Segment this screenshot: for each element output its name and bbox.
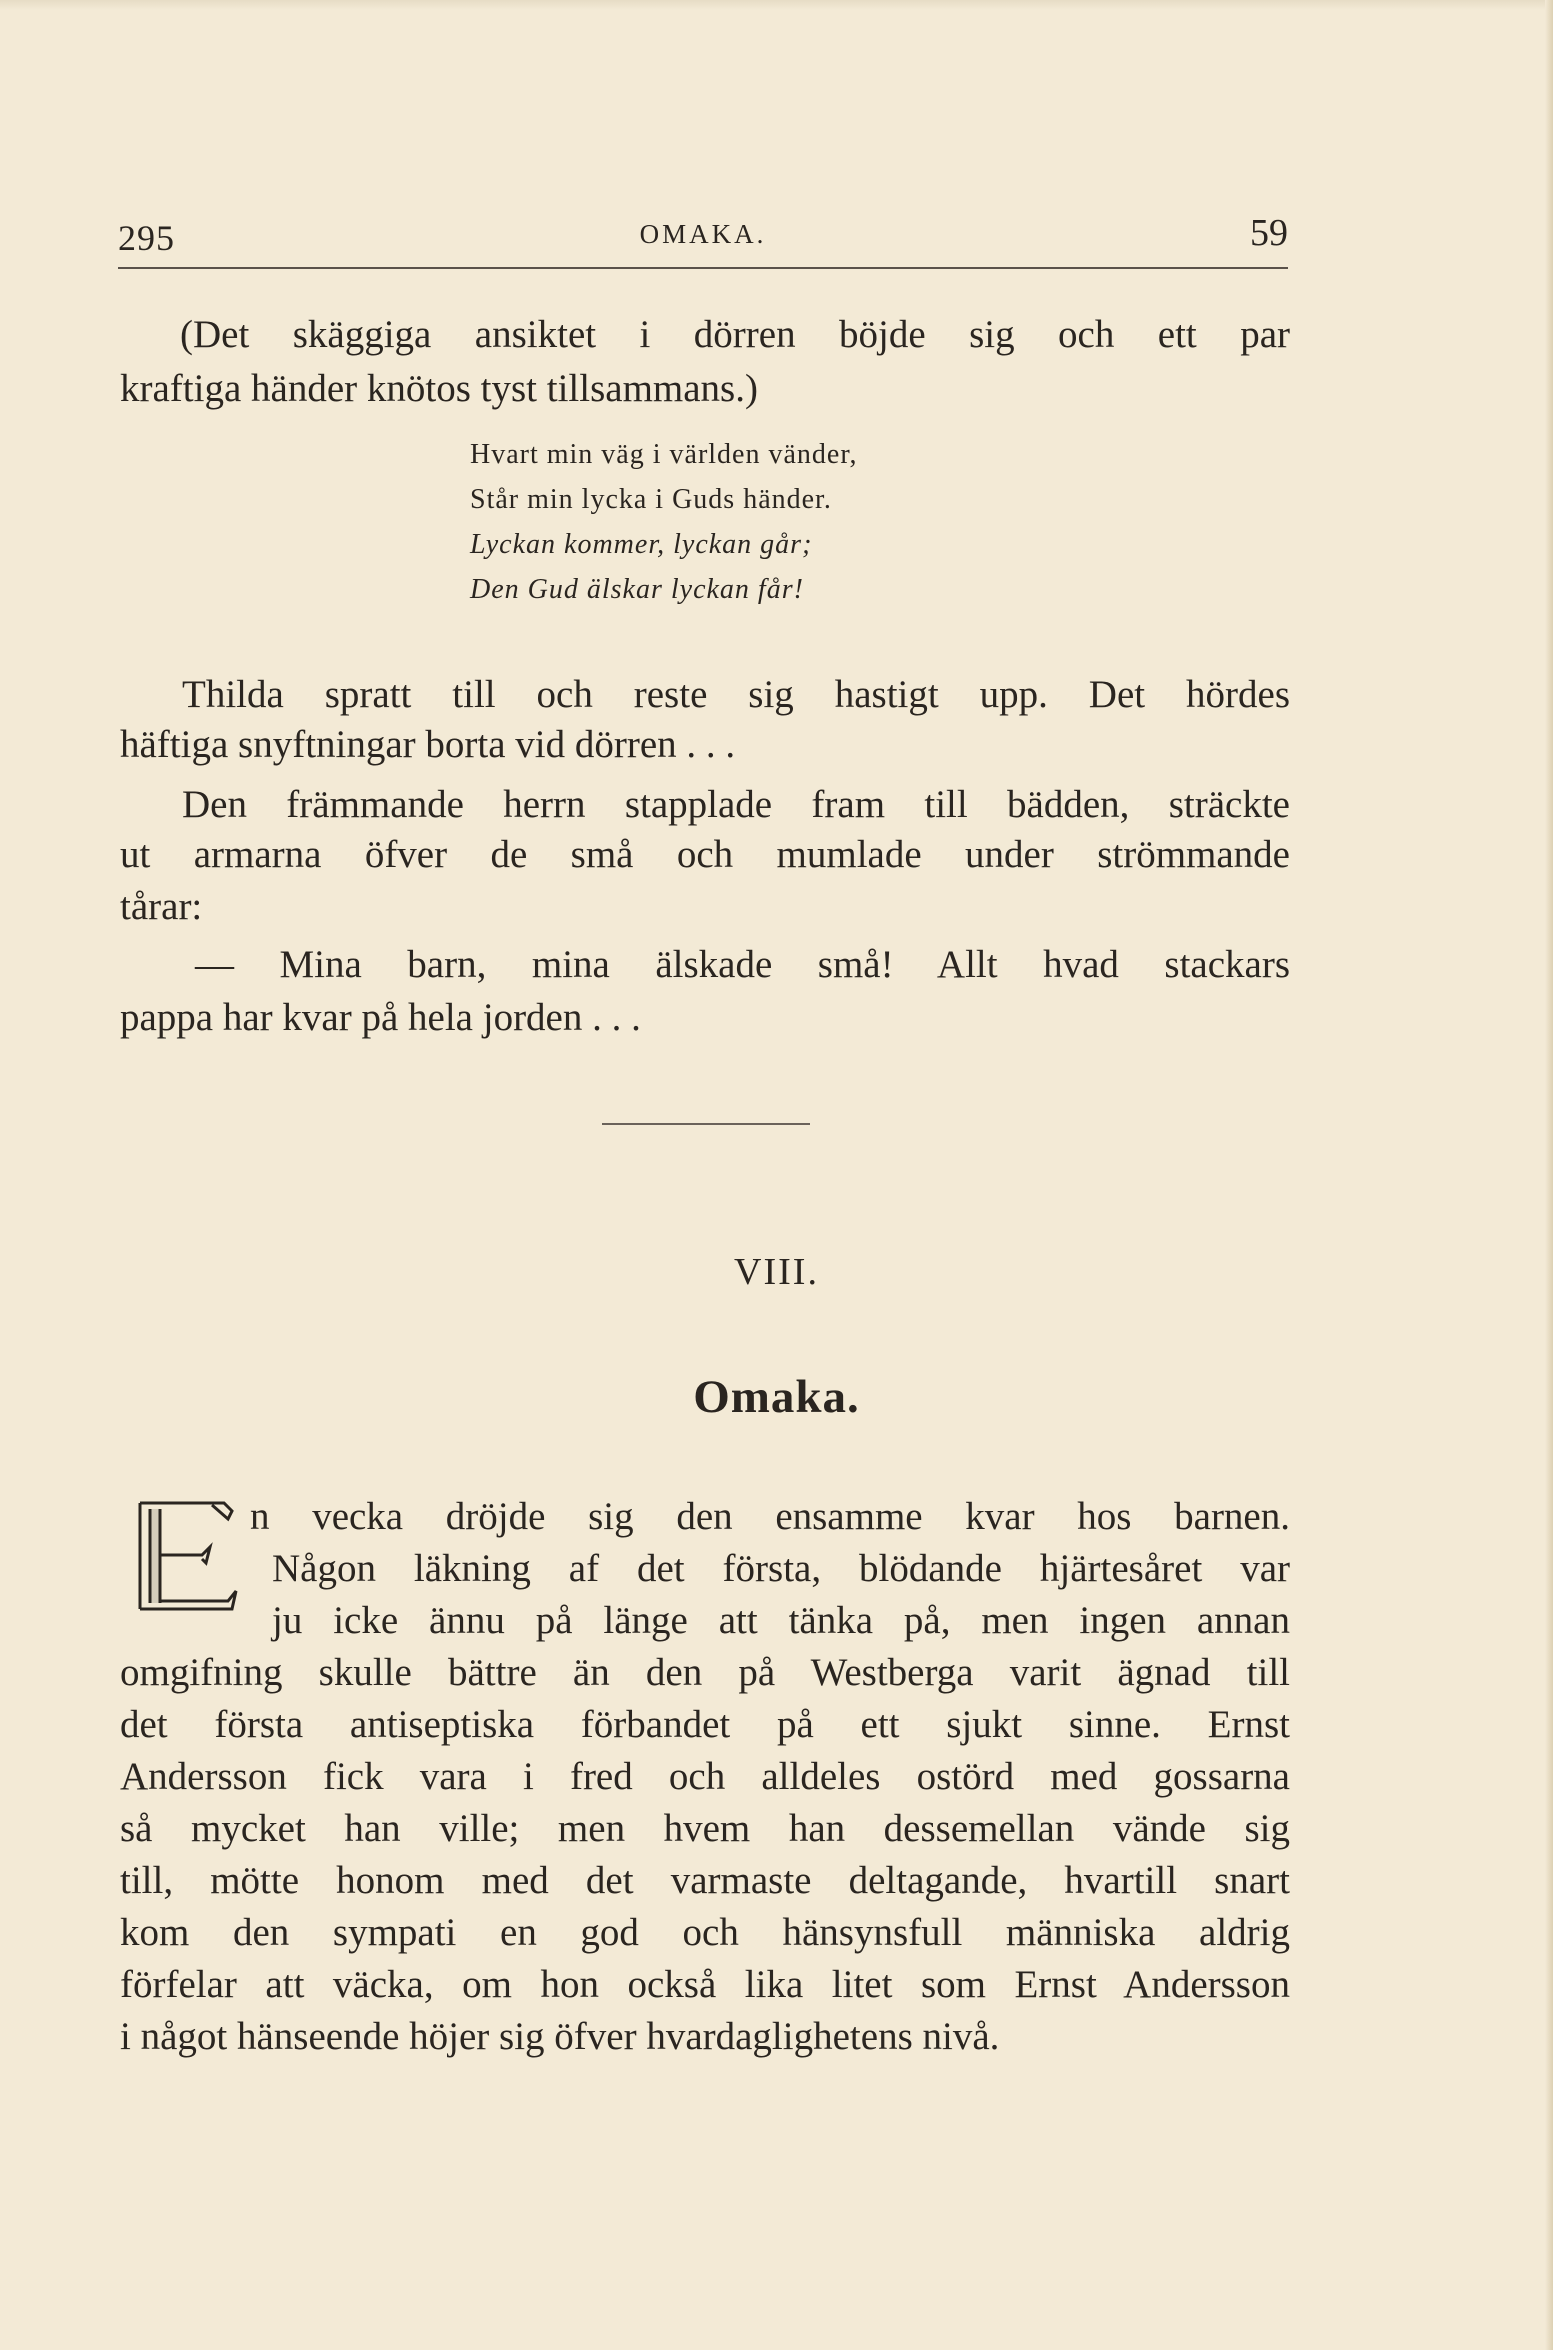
poem [470, 432, 858, 612]
poem-line: Hvart min väg i världen vänder, [470, 439, 858, 470]
chapter-number: VIII. [734, 1251, 819, 1293]
section-divider [602, 1123, 810, 1125]
text-line: ju icke ännu på länge att tänka på, men ingen annan [272, 1599, 1290, 1642]
text-line: n vecka dröjde sig den ensamme kvar hos barnen. [250, 1495, 1290, 1538]
text-line: det första antiseptiska förbandet på ett sjukt sinne. Ernst [120, 1703, 1290, 1746]
signature-mark: 295 [118, 218, 175, 258]
chapter-title: Omaka. [693, 1371, 860, 1423]
page-number: 59 [1250, 212, 1288, 254]
text-line: tårar: [120, 885, 203, 928]
poem-line: Lyckan kommer, lyckan går; [470, 529, 813, 560]
text-line: Någon läkning af det första, blödande hjärtesåret var [272, 1547, 1290, 1590]
running-header [118, 205, 1288, 265]
page-edge-top [0, 0, 1553, 10]
text-line: till, mötte honom med det varmaste deltagande, hvartill snart [120, 1859, 1290, 1902]
page-edge-right [1545, 0, 1553, 2350]
text-line: så mycket han ville; men hvem han dessemellan vände sig [120, 1807, 1290, 1850]
text-line: ut armarna öfver de små och mumlade under strömmande [120, 833, 1290, 876]
header-rule [118, 267, 1288, 269]
text-line: häftiga snyftningar borta vid dörren . . . [120, 723, 736, 766]
text-line: kraftiga händer knötos tyst tillsammans.) [120, 367, 758, 410]
svg-text:E: E [183, 1561, 191, 1572]
drop-cap-e-icon [132, 1497, 242, 1615]
poem-line: Den Gud älskar lyckan får! [470, 574, 804, 605]
poem-line: Står min lycka i Guds händer. [470, 484, 832, 515]
text-line: förfelar att väcka, om hon också lika litet som Ernst Andersson [120, 1963, 1290, 2006]
text-line: omgifning skulle bättre än den på Westberga varit ägnad till [120, 1651, 1290, 1694]
text-line: (Det skäggiga ansiktet i dörren böjde sig och ett par [180, 313, 1290, 356]
text-line: kom den sympati en god och hänsynsfull människa aldrig [120, 1911, 1290, 1954]
text-line: pappa har kvar på hela jorden . . . [120, 996, 641, 1039]
text-line: i något hänseende höjer sig öfver hvardaglighetens nivå. [120, 2015, 1000, 2058]
text-line: Thilda spratt till och reste sig hastigt upp. Det hördes [182, 673, 1290, 716]
text-line: — Mina barn, mina älskade små! Allt hvad stackars [195, 943, 1290, 986]
running-title: OMAKA. [639, 219, 767, 249]
text-line: Andersson fick vara i fred och alldeles ostörd med gossarna [120, 1755, 1290, 1798]
text-line: Den främmande herrn stapplade fram till bädden, sträckte [182, 783, 1290, 826]
